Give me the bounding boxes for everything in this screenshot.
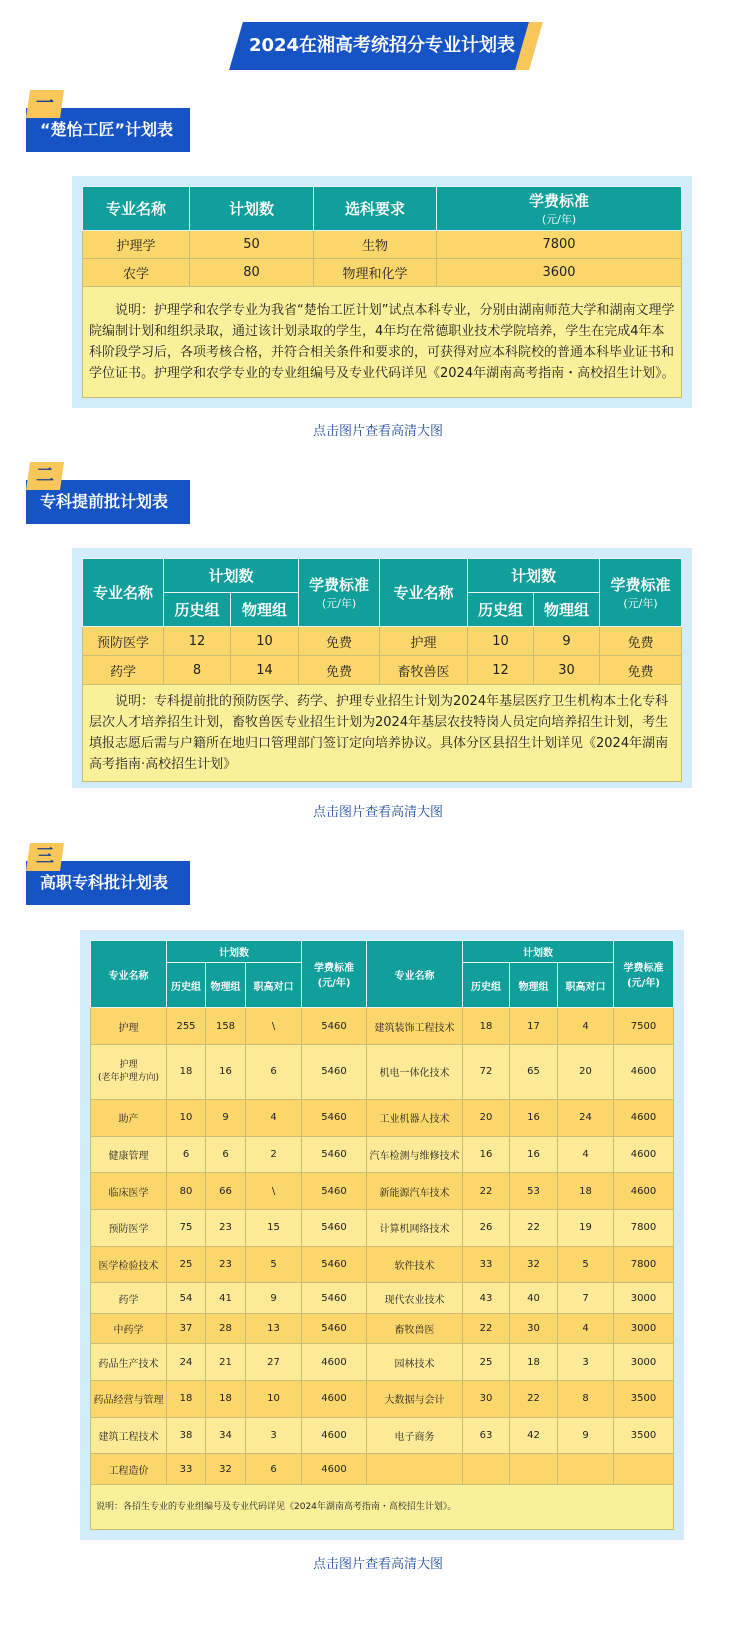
cell-major: 药品经营与管理 [91,1381,167,1418]
cell-plan: 80 [190,259,314,287]
cell-history: 26 [463,1209,510,1246]
cell-major: 护理 (老年护理方向) [91,1044,167,1099]
header-physics-group: 物理组 [231,593,299,627]
cell-fee: 5460 [302,1008,367,1045]
cell-physics: 16 [510,1136,558,1173]
cell-history: 12 [164,627,231,656]
cell-vocational: 10 [246,1381,302,1418]
cell-vocational: 3 [246,1417,302,1454]
cell-fee: 5460 [302,1283,367,1314]
cell-vocational: 6 [246,1454,302,1485]
cell-history: 33 [463,1246,510,1283]
cell-vocational: \ [246,1173,302,1210]
cell-major: 健康管理 [91,1136,167,1173]
table-row [91,1099,674,1136]
header-history-group: 历史组 [164,593,231,627]
cell-physics: 14 [231,656,299,685]
cell-physics: 65 [510,1044,558,1099]
cell-major: 汽车检测与维修技术 [367,1136,463,1173]
cell-major: 工业机器人技术 [367,1099,463,1136]
cell-fee: 3000 [614,1344,674,1381]
cell-vocational: 4 [558,1008,614,1045]
cell-fee: 4600 [302,1381,367,1418]
cell-subject: 物理和化学 [314,259,437,287]
table-note-row [91,1485,674,1530]
cell-fee: 5460 [302,1044,367,1099]
cell-vocational: 4 [558,1313,614,1344]
cell-fee: 7800 [437,231,682,259]
cell-vocational: 2 [246,1136,302,1173]
cell-vocational: 18 [558,1173,614,1210]
cell-physics: 9 [534,627,600,656]
cell-major: 药品生产技术 [91,1344,167,1381]
cell-history: 255 [167,1008,206,1045]
header-fee: 学费标准 (元/年) [600,559,682,627]
cell-history: 80 [167,1173,206,1210]
cell-vocational: 24 [558,1099,614,1136]
cell-vocational: 4 [246,1099,302,1136]
cell-history: 8 [164,656,231,685]
header-major: 专业名称 [380,559,468,627]
cell-vocational: 3 [558,1344,614,1381]
table-row [91,1246,674,1283]
cell-major [367,1454,463,1485]
table-note-row [83,287,682,398]
section-2-title: 专科提前批计划表 [26,480,190,524]
table-row [91,1344,674,1381]
cell-physics: 40 [510,1283,558,1314]
cell-vocational [558,1454,614,1485]
cell-vocational: \ [246,1008,302,1045]
cell-major: 软件技术 [367,1246,463,1283]
header-plan: 计划数 [190,187,314,231]
page-title: 2024在湘高考统招分专业计划表 [248,35,516,56]
section-1-title: “楚怡工匠”计划表 [26,108,190,152]
cell-history: 20 [463,1099,510,1136]
table-row [91,1454,674,1485]
cell-major: 现代农业技术 [367,1283,463,1314]
cell-physics: 9 [206,1099,246,1136]
cell-physics: 158 [206,1008,246,1045]
table-row [91,1173,674,1210]
header-vocational-group: 职高对口 [558,963,614,1008]
header-plan: 计划数 [468,559,600,593]
cell-fee [614,1454,674,1485]
cell-major: 畜牧兽医 [367,1313,463,1344]
cell-major: 畜牧兽医 [380,656,468,685]
cell-history: 25 [167,1246,206,1283]
header-physics-group: 物理组 [534,593,600,627]
section-3-title: 高职专科批计划表 [26,861,190,905]
table-note-row [83,685,682,782]
cell-fee: 免费 [299,656,380,685]
cell-vocational: 20 [558,1044,614,1099]
section-2-number: 二 [26,462,64,490]
cell-history: 33 [167,1454,206,1485]
section-3-header [26,846,190,905]
cell-vocational: 13 [246,1313,302,1344]
cell-history: 18 [167,1044,206,1099]
cell-history: 10 [468,627,534,656]
early-batch-table-frame [72,548,692,788]
header-physics-group: 物理组 [510,963,558,1008]
cell-physics: 22 [510,1381,558,1418]
cell-vocational: 6 [246,1044,302,1099]
cell-fee: 5460 [302,1136,367,1173]
header-plan: 计划数 [167,941,302,963]
cell-major: 机电一体化技术 [367,1044,463,1099]
page-title-banner [236,22,536,70]
cell-major: 工程造价 [91,1454,167,1485]
cell-fee: 4600 [302,1344,367,1381]
cell-major: 建筑工程技术 [91,1417,167,1454]
cell-fee: 5460 [302,1099,367,1136]
cell-history: 25 [463,1344,510,1381]
cell-major: 计算机网络技术 [367,1209,463,1246]
cell-major: 农学 [83,259,190,287]
cell-major: 护理 [91,1008,167,1045]
cell-physics: 18 [206,1381,246,1418]
cell-major: 新能源汽车技术 [367,1173,463,1210]
header-fee: 学费标准 (元/年) [437,187,682,231]
cell-physics: 34 [206,1417,246,1454]
cell-physics: 23 [206,1209,246,1246]
table-row [91,1417,674,1454]
cell-history: 12 [468,656,534,685]
cell-history: 54 [167,1283,206,1314]
cell-physics: 41 [206,1283,246,1314]
cell-major: 预防医学 [83,627,164,656]
cell-fee: 4600 [302,1454,367,1485]
cell-physics: 21 [206,1344,246,1381]
cell-history: 43 [463,1283,510,1314]
cell-history: 6 [167,1136,206,1173]
header-fee: 学费标准 (元/年) [614,941,674,1008]
cell-history: 22 [463,1313,510,1344]
cell-physics: 32 [510,1246,558,1283]
cell-history [463,1454,510,1485]
table-row [83,259,682,287]
cell-physics: 32 [206,1454,246,1485]
cell-major: 药学 [83,656,164,685]
cell-fee: 3500 [614,1417,674,1454]
vocational-batch-table-frame [80,930,684,1540]
header-history-group: 历史组 [468,593,534,627]
section-3-number: 三 [26,843,64,871]
cell-vocational: 5 [558,1246,614,1283]
header-major: 专业名称 [83,559,164,627]
cell-major: 中药学 [91,1313,167,1344]
cell-fee: 免费 [600,656,682,685]
section-1-header [26,93,190,152]
cell-fee: 5460 [302,1209,367,1246]
cell-fee: 3000 [614,1313,674,1344]
cell-physics: 53 [510,1173,558,1210]
cell-major: 临床医学 [91,1173,167,1210]
table-note: 说明：专科提前批的预防医学、药学、护理专业招生计划为2024年基层医疗卫生机构本土化专科层次人才培养招生计划，畜牧兽医专业招生计划为2024年基层农技特岗人员定向培养招生计划，考生填报志愿后需与户籍所在地归口管理部门签订定向培养协议。具体分区县招生计划详见《2024年湖南高考指南·高校招生计划》 [83,685,682,782]
table-row [91,1209,674,1246]
cell-vocational: 5 [246,1246,302,1283]
cell-physics: 16 [510,1099,558,1136]
header-fee: 学费标准 (元/年) [302,941,367,1008]
cell-fee: 4600 [614,1044,674,1099]
cell-fee: 5460 [302,1313,367,1344]
cell-major: 电子商务 [367,1417,463,1454]
cell-fee: 3500 [614,1381,674,1418]
cell-fee: 4600 [302,1417,367,1454]
cell-fee: 免费 [600,627,682,656]
table-row [91,1283,674,1314]
vocational-batch-table [90,940,674,1530]
table-row [83,656,682,685]
cell-fee: 7800 [614,1246,674,1283]
cell-history: 30 [463,1381,510,1418]
header-history-group: 历史组 [167,963,206,1008]
table-row [91,1008,674,1045]
header-major: 专业名称 [91,941,167,1008]
table-row [83,627,682,656]
table-row [91,1313,674,1344]
cell-vocational: 9 [558,1417,614,1454]
cell-vocational: 27 [246,1344,302,1381]
cell-major: 护理 [380,627,468,656]
header-vocational-group: 职高对口 [246,963,302,1008]
chuyi-plan-table [82,186,682,398]
header-major: 专业名称 [367,941,463,1008]
header-plan: 计划数 [463,941,614,963]
cell-major: 预防医学 [91,1209,167,1246]
cell-history: 10 [167,1099,206,1136]
cell-vocational: 4 [558,1136,614,1173]
cell-major: 医学检验技术 [91,1246,167,1283]
cell-major: 园林技术 [367,1344,463,1381]
table-note: 说明：各招生专业的专业组编号及专业代码详见《2024年湖南高考指南・高校招生计划》。 [91,1485,674,1530]
cell-fee: 免费 [299,627,380,656]
cell-plan: 50 [190,231,314,259]
cell-physics: 6 [206,1136,246,1173]
cell-physics: 17 [510,1008,558,1045]
cell-major: 建筑装饰工程技术 [367,1008,463,1045]
cell-major: 药学 [91,1283,167,1314]
cell-history: 37 [167,1313,206,1344]
header-fee: 学费标准 (元/年) [299,559,380,627]
cell-physics [510,1454,558,1485]
cell-vocational: 15 [246,1209,302,1246]
cell-history: 18 [167,1381,206,1418]
cell-subject: 生物 [314,231,437,259]
table-row [83,231,682,259]
cell-physics: 30 [534,656,600,685]
section-1-number: 一 [26,90,64,118]
section-2-header [26,465,190,524]
cell-major: 助产 [91,1099,167,1136]
cell-history: 18 [463,1008,510,1045]
cell-fee: 7500 [614,1008,674,1045]
cell-fee: 4600 [614,1173,674,1210]
cell-major: 护理学 [83,231,190,259]
header-history-group: 历史组 [463,963,510,1008]
table-row [91,1044,674,1099]
header-major: 专业名称 [83,187,190,231]
header-subject: 选科要求 [314,187,437,231]
table-row [91,1136,674,1173]
cell-history: 16 [463,1136,510,1173]
cell-physics: 28 [206,1313,246,1344]
cell-physics: 22 [510,1209,558,1246]
cell-physics: 66 [206,1173,246,1210]
cell-vocational: 7 [558,1283,614,1314]
view-hd-image-link-3[interactable]: 点击图片查看高清大图 [312,1557,443,1572]
table-row [91,1381,674,1418]
cell-fee: 7800 [614,1209,674,1246]
cell-history: 75 [167,1209,206,1246]
cell-vocational: 8 [558,1381,614,1418]
header-plan: 计划数 [164,559,299,593]
cell-fee: 3000 [614,1283,674,1314]
cell-major: 大数据与会计 [367,1381,463,1418]
view-hd-image-link-2[interactable]: 点击图片查看高清大图 [312,805,443,820]
cell-history: 38 [167,1417,206,1454]
cell-physics: 23 [206,1246,246,1283]
header-physics-group: 物理组 [206,963,246,1008]
cell-physics: 16 [206,1044,246,1099]
cell-fee: 3600 [437,259,682,287]
cell-history: 22 [463,1173,510,1210]
cell-physics: 10 [231,627,299,656]
cell-vocational: 19 [558,1209,614,1246]
cell-fee: 5460 [302,1246,367,1283]
early-batch-table [82,558,682,782]
cell-physics: 42 [510,1417,558,1454]
cell-fee: 5460 [302,1173,367,1210]
cell-physics: 18 [510,1344,558,1381]
cell-history: 72 [463,1044,510,1099]
view-hd-image-link-1[interactable]: 点击图片查看高清大图 [312,424,443,439]
cell-vocational: 9 [246,1283,302,1314]
table-note: 说明：护理学和农学专业为我省“楚怡工匠计划”试点本科专业，分别由湖南师范大学和湖南文理学院编制计划和组织录取，通过该计划录取的学生，4年均在常德职业技术学院培养，学生在完成4年本科阶段学习后，各项考核合格，并符合相关条件和要求的，可获得对应本科院校的普通本科毕业证书和学位证书。护理学和农学专业的专业组编号及专业代码详见《2024年湖南高考指南・高校招生计划》。 [83,287,682,398]
chuyi-plan-table-frame [72,176,692,408]
cell-history: 63 [463,1417,510,1454]
cell-physics: 30 [510,1313,558,1344]
cell-fee: 4600 [614,1136,674,1173]
cell-fee: 4600 [614,1099,674,1136]
cell-history: 24 [167,1344,206,1381]
